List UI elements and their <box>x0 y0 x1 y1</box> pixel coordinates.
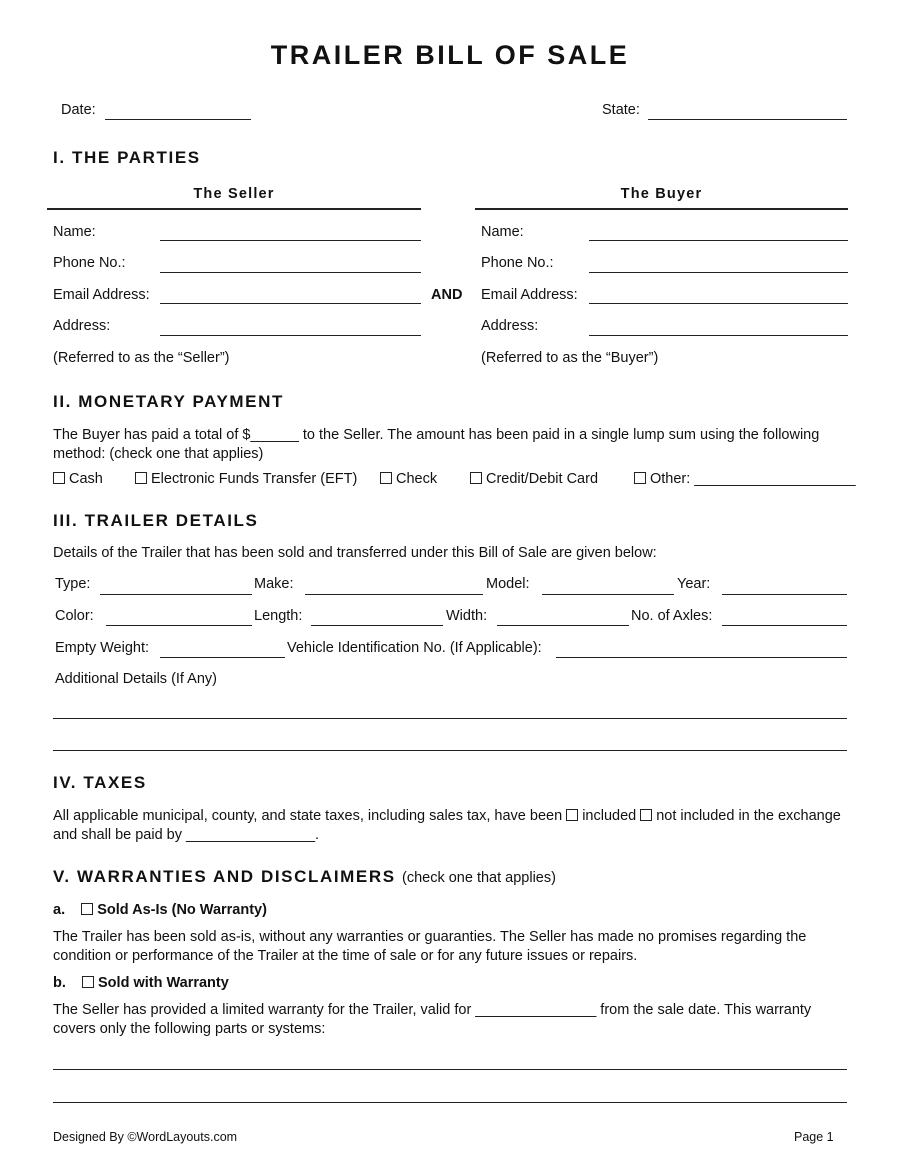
page-number: Page 1 <box>794 1130 834 1144</box>
warranties-heading <box>53 867 556 887</box>
model-label: Model: <box>486 576 530 592</box>
document-title: TRAILER BILL OF SALE <box>270 40 630 70</box>
warranty-parts-line-2[interactable] <box>53 1102 847 1103</box>
parties-heading: I. THE PARTIES <box>53 148 201 167</box>
taxes-text: All applicable municipal, county, and state taxes, including sales tax, have been <box>53 808 563 824</box>
payment-option-eft[interactable] <box>135 471 357 487</box>
buyer-email-label: Email Address: <box>481 287 578 303</box>
payment-option-label: Other: ____________________ <box>650 471 856 487</box>
buyer-address-label: Address: <box>481 318 539 334</box>
warranty-option-b[interactable] <box>53 975 229 991</box>
seller-name-label: Name: <box>53 224 96 240</box>
color-field[interactable] <box>106 625 252 626</box>
checkbox-icon[interactable] <box>135 472 147 484</box>
checkbox-icon[interactable] <box>566 809 578 821</box>
payment-option-other[interactable] <box>634 471 856 487</box>
buyer-address-field[interactable] <box>589 335 848 336</box>
date-field[interactable] <box>105 119 251 120</box>
type-label: Type: <box>55 576 91 592</box>
payment-text: The Buyer has paid a total of $______ to the Seller. The amount has been paid in a single lump sum using the following method: (check one that applies) <box>53 427 820 462</box>
warranties-subtitle: (check one that applies) <box>402 870 556 886</box>
payment-option-label: Check <box>396 471 438 487</box>
make-field[interactable] <box>305 594 483 595</box>
checkbox-icon[interactable] <box>380 472 392 484</box>
trailer-intro: Details of the Trailer that has been sold and transferred under this Bill of Sale are given below: <box>53 545 657 561</box>
checkbox-icon[interactable] <box>470 472 482 484</box>
payment-heading: II. MONETARY PAYMENT <box>53 392 284 411</box>
payment-option-label: Cash <box>69 471 103 487</box>
payment-option-card[interactable] <box>470 471 598 487</box>
buyer-email-field[interactable] <box>589 303 848 304</box>
color-label: Color: <box>55 608 94 624</box>
warranty-a-text: The Trailer has been sold as-is, without any warranties or guaranties. The Seller has made no promises regarding the condition or performance of the Trailer at the time of sale or for any future issues or repairs. <box>53 929 807 964</box>
payment-option-check[interactable] <box>380 471 437 487</box>
additional-details-line-1[interactable] <box>53 718 847 719</box>
seller-name-field[interactable] <box>160 240 421 241</box>
payment-option-label: Electronic Funds Transfer (EFT) <box>151 471 358 487</box>
warranty-a-title: Sold As-Is (No Warranty) <box>97 902 267 918</box>
checkbox-icon[interactable] <box>53 472 65 484</box>
payment-option-label: Credit/Debit Card <box>486 471 599 487</box>
width-field[interactable] <box>497 625 629 626</box>
option-letter: b. <box>53 975 66 991</box>
make-label: Make: <box>254 576 294 592</box>
checkbox-icon[interactable] <box>81 903 93 915</box>
seller-address-field[interactable] <box>160 335 421 336</box>
state-label: State: <box>602 102 640 118</box>
taxes-included-label: included <box>582 808 637 824</box>
year-field[interactable] <box>722 594 847 595</box>
width-label: Width: <box>446 608 488 624</box>
warranty-b-text: The Seller has provided a limited warranty for the Trailer, valid for _______________ from the sale date. This warranty covers only the following parts or systems: <box>53 1002 812 1037</box>
seller-divider <box>47 208 421 210</box>
taxes-line-1 <box>53 808 841 824</box>
buyer-name-field[interactable] <box>589 240 848 241</box>
checkbox-icon[interactable] <box>640 809 652 821</box>
seller-address-label: Address: <box>53 318 111 334</box>
additional-details-label: Additional Details (If Any) <box>55 671 217 687</box>
model-field[interactable] <box>542 594 674 595</box>
payment-option-cash[interactable] <box>53 471 103 487</box>
warranty-parts-line-1[interactable] <box>53 1069 847 1070</box>
seller-reference: (Referred to as the “Seller”) <box>53 350 230 366</box>
buyer-phone-field[interactable] <box>589 272 848 273</box>
buyer-divider <box>475 208 848 210</box>
warranty-b-title: Sold with Warranty <box>98 975 229 991</box>
option-letter: a. <box>53 902 66 918</box>
buyer-name-label: Name: <box>481 224 524 240</box>
type-field[interactable] <box>100 594 252 595</box>
length-field[interactable] <box>311 625 443 626</box>
weight-field[interactable] <box>160 657 285 658</box>
buyer-reference: (Referred to as the “Buyer”) <box>481 350 659 366</box>
warranty-option-a[interactable] <box>53 902 267 918</box>
seller-email-field[interactable] <box>160 303 421 304</box>
checkbox-icon[interactable] <box>82 976 94 988</box>
date-label: Date: <box>61 102 96 118</box>
trailer-heading: III. TRAILER DETAILS <box>53 511 259 530</box>
vin-field[interactable] <box>556 657 847 658</box>
seller-phone-field[interactable] <box>160 272 421 273</box>
seller-phone-label: Phone No.: <box>53 255 126 271</box>
weight-label: Empty Weight: <box>55 640 150 656</box>
warranties-title: V. WARRANTIES AND DISCLAIMERS <box>53 867 396 886</box>
length-label: Length: <box>254 608 303 624</box>
state-field[interactable] <box>648 119 847 120</box>
buyer-phone-label: Phone No.: <box>481 255 554 271</box>
and-label: AND <box>431 287 463 303</box>
additional-details-line-2[interactable] <box>53 750 847 751</box>
taxes-line-2: and shall be paid by ________________. <box>53 827 320 843</box>
vin-label: Vehicle Identification No. (If Applicable): <box>287 640 542 656</box>
taxes-not-included-label: not included in the exchange <box>656 808 841 824</box>
year-label: Year: <box>677 576 711 592</box>
axles-field[interactable] <box>722 625 847 626</box>
seller-title: The Seller <box>193 186 275 202</box>
taxes-heading: IV. TAXES <box>53 773 147 792</box>
checkbox-icon[interactable] <box>634 472 646 484</box>
footer-credit: Designed By ©WordLayouts.com <box>53 1130 238 1144</box>
axles-label: No. of Axles: <box>631 608 713 624</box>
seller-email-label: Email Address: <box>53 287 150 303</box>
buyer-title: The Buyer <box>620 186 703 202</box>
